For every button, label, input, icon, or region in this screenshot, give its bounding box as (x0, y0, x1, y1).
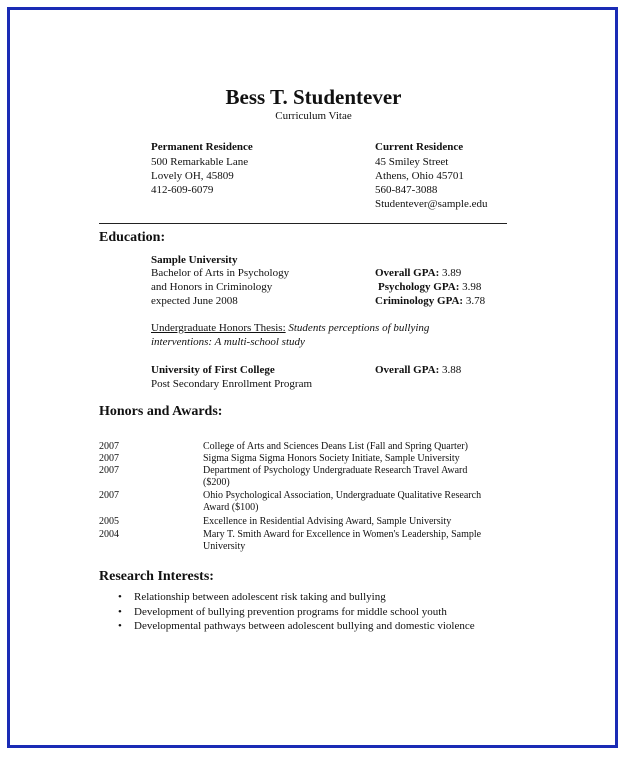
graduation-date: expected June 2008 (151, 295, 238, 307)
current-city-line: Athens, Ohio 45701 (375, 170, 464, 182)
gpa-entry (378, 280, 481, 294)
permanent-address-line: 500 Remarkable Lane (151, 156, 249, 168)
header-divider (99, 223, 507, 224)
program-line: Post Secondary Enrollment Program (151, 378, 313, 390)
gpa-label: Psychology GPA: (378, 281, 460, 293)
research-interest-list (118, 590, 475, 634)
thesis-label: Undergraduate Honors Thesis: (151, 322, 286, 334)
award-description-continued: University (203, 541, 246, 552)
thesis-line (151, 321, 429, 335)
thesis-title-continued: interventions: A multi-school study (151, 336, 305, 348)
research-interest: Developmental pathways between adolescent bullying and domestic violence (134, 620, 475, 632)
gpa-value: 3.89 (439, 267, 462, 279)
honors-heading: Honors and Awards: (99, 404, 223, 419)
current-address-line: 45 Smiley Street (375, 156, 449, 168)
gpa-entry (375, 266, 461, 280)
award-description: College of Arts and Sciences Deans List (Fall and Spring Quarter) (203, 441, 468, 452)
list-item (118, 619, 475, 634)
current-phone: 560-847-3088 (375, 184, 438, 196)
award-description: Mary T. Smith Award for Excellence in Women's Leadership, Sample (203, 529, 482, 540)
permanent-residence-heading: Permanent Residence (151, 141, 253, 153)
research-interest: Relationship between adolescent risk taking and bullying (134, 591, 386, 603)
permanent-phone: 412-609-6079 (151, 184, 214, 196)
school-name: Sample University (151, 254, 238, 266)
list-item (118, 605, 475, 620)
education-heading: Education: (99, 230, 166, 245)
award-description-continued: ($200) (203, 477, 230, 488)
current-email: Studentever@sample.edu (375, 198, 488, 210)
bullet-icon: • (118, 605, 122, 618)
award-year: 2004 (99, 529, 119, 540)
gpa-label: Overall GPA: (375, 267, 440, 279)
gpa-value: 3.88 (439, 364, 462, 376)
award-description-continued: Award ($100) (203, 502, 259, 513)
award-year: 2007 (99, 465, 119, 476)
document-subtitle: Curriculum Vitae (275, 110, 352, 122)
current-residence-heading: Current Residence (375, 141, 464, 153)
award-description: Ohio Psychological Association, Undergraduate Qualitative Research (203, 490, 482, 501)
gpa-label: Criminology GPA: (375, 295, 464, 307)
gpa-entry (375, 294, 485, 308)
degree-line: and Honors in Criminology (151, 281, 273, 293)
award-description: Sigma Sigma Sigma Honors Society Initiate, Sample University (203, 453, 460, 464)
school-name: University of First College (151, 364, 275, 376)
degree-line: Bachelor of Arts in Psychology (151, 267, 290, 279)
gpa-entry (375, 363, 461, 377)
gpa-value: 3.98 (459, 281, 482, 293)
award-year: 2007 (99, 441, 119, 452)
gpa-label: Overall GPA: (375, 364, 440, 376)
award-description: Department of Psychology Undergraduate Research Travel Award (203, 465, 468, 476)
bullet-icon: • (118, 620, 122, 632)
award-year: 2007 (99, 490, 119, 501)
permanent-city-line: Lovely OH, 45809 (151, 170, 234, 182)
research-heading: Research Interests: (99, 569, 214, 584)
bullet-icon: • (118, 591, 122, 603)
award-description: Excellence in Residential Advising Award, Sample University (203, 516, 452, 527)
thesis-title: Students perceptions of bullying (285, 322, 430, 334)
gpa-value: 3.78 (463, 295, 486, 307)
candidate-name: Bess T. Studentever (225, 85, 402, 109)
award-year: 2005 (99, 516, 119, 527)
research-interest: Development of bullying prevention programs for middle school youth (134, 605, 447, 618)
list-item (118, 590, 475, 605)
award-year: 2007 (99, 453, 119, 464)
